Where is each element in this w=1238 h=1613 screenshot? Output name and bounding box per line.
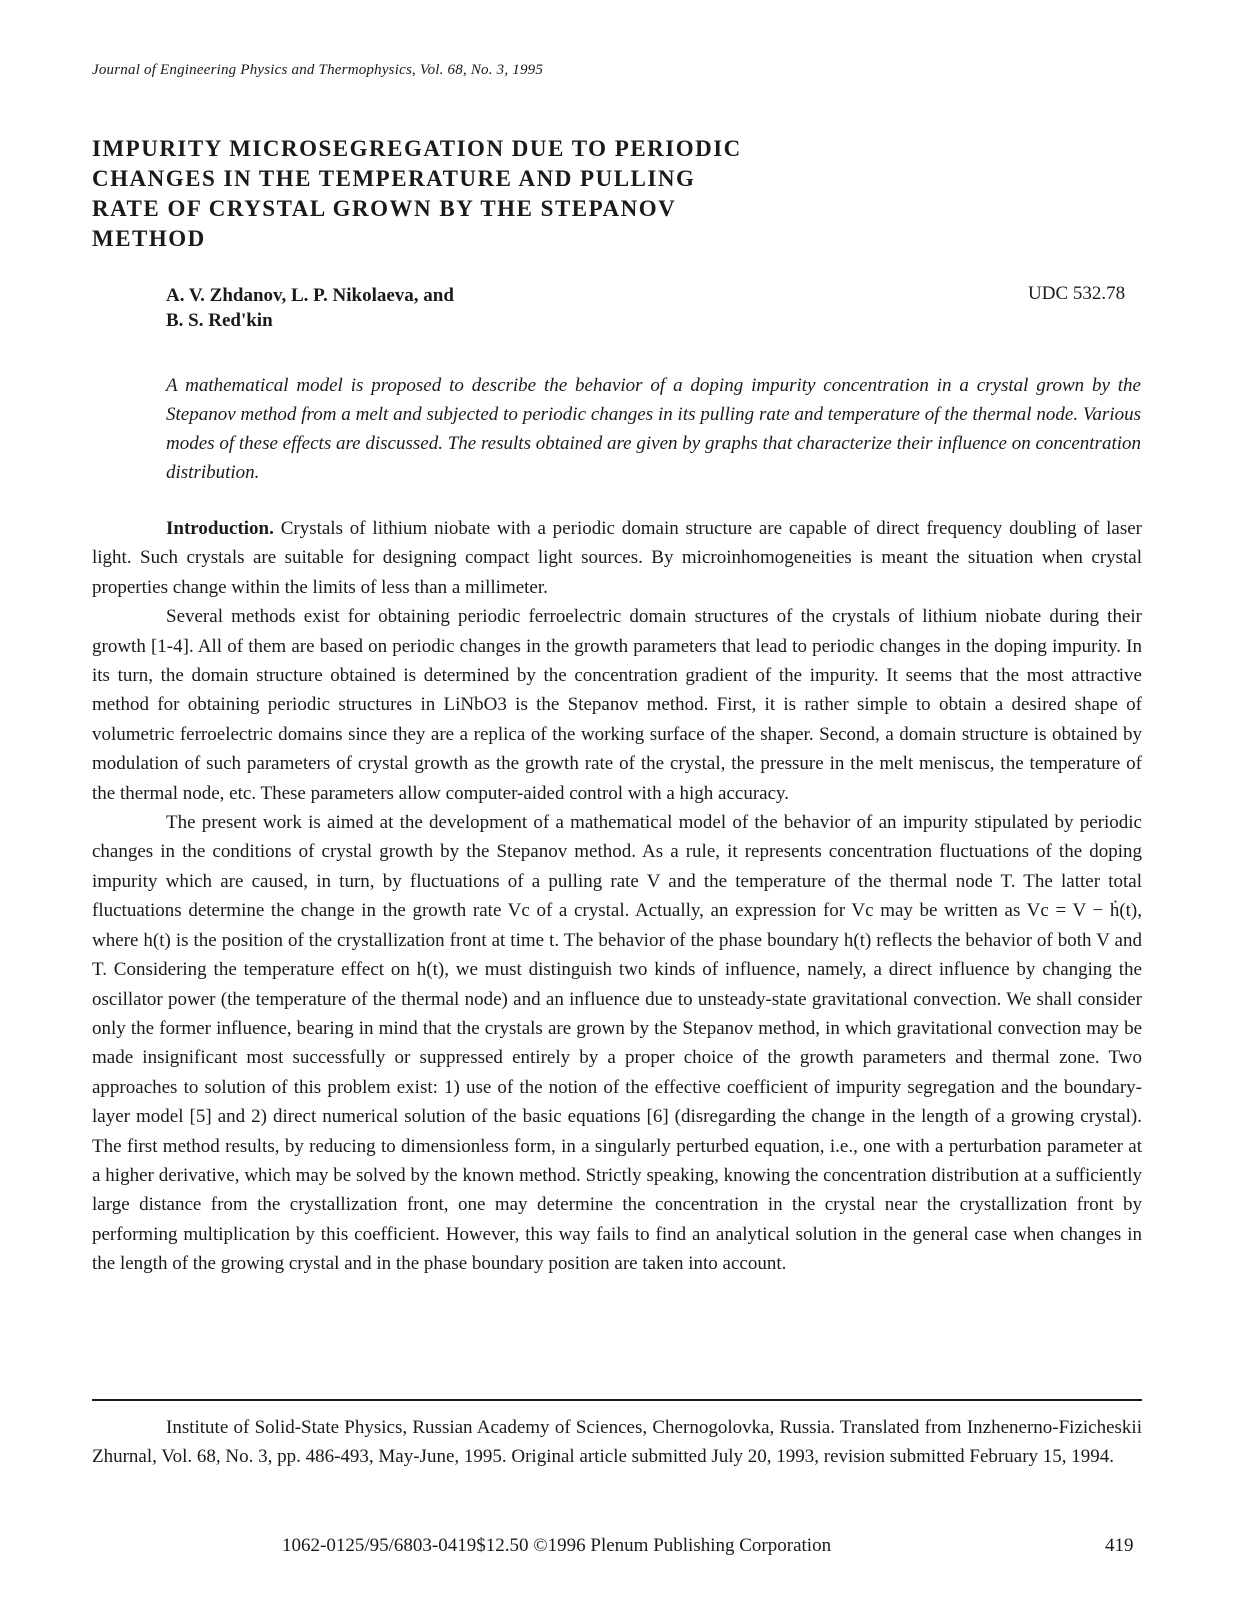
paragraph-1-text: Crystals of lithium niobate with a periodic domain structure are capable of direct frequency doubling of laser light. Such crystals are suitable for designing compact light sources. By microinhomogeneities is meant the situation when crystal properties change within the limits of less than a millimeter. [92,518,1142,598]
abstract: A mathematical model is proposed to describe the behavior of a doping impurity concentration in a crystal grown by the Stepanov method from a melt and subjected to periodic changes in its pulling rate and temperature of the thermal node. Various modes of these effects are discussed. The results obtained are given by graphs that characterize their influence on concentration distribution. [166,375,1141,483]
paragraph-3: The present work is aimed at the development of a mathematical model of the behavior of an impurity stipulated by periodic changes in the conditions of crystal growth by the Stepanov method. As a rule, it represents concentration fluctuations of the doping impurity which are caused, in turn, by fluctuations of a pulling rate V and the temperature of the thermal node T. The latter total fluctuations determine the change in the growth rate Vc of a crystal. Actually, an expression for Vc may be written as Vc = V − ḣ(t), where h(t) is the position of the crystallization front at time t. The behavior of the phase boundary h(t) reflects the behavior of both V and T. Considering the temperature effect on h(t), we must distinguish two kinds of influence, namely, a direct influence by changing the oscillator power (the temperature of the thermal node) and an influence due to unsteady-state gravitational convection. We shall consider only the former influence, bearing in mind that the crystals are grown by the Stepanov method, in which gravitational convection may be made insignificant most successfully or suppressed entirely by a proper choice of the growth parameters and thermal zone. Two approaches to solution of this problem exist: 1) use of the notion of the effective coefficient of impurity segregation and the boundary-layer model [5] and 2) direct numerical solution of the basic equations [6] (disregarding the change in the length of a growing crystal). The first method results, by reducing to dimensionless form, in a singularly perturbed equation, i.e., one with a perturbation parameter at a higher derivative, which may be solved by the known method. Strictly speaking, knowing the concentration distribution at a sufficiently large distance from the crystallization front, one may determine the concentration in the crystal near the crystallization front by performing multiplication by this coefficient. However, this way fails to find an analytical solution in the general case when changes in the length of the growing crystal and in the phase boundary position are taken into account. [92,812,1142,1275]
title-line: METHOD [92,226,206,251]
section-heading: Introduction. [166,518,274,539]
author-list [166,283,454,333]
copyright-line: 1062-0125/95/6803-0419$12.50 ©1996 Plenum Publishing Corporation [282,1535,832,1556]
paragraph-1 [92,514,1142,602]
title-line: CHANGES IN THE TEMPERATURE AND PULLING [92,166,696,191]
footnote-divider [92,1399,1142,1401]
title-line: RATE OF CRYSTAL GROWN BY THE STEPANOV [92,196,677,221]
article-title [92,134,812,254]
affiliation-footnote: Institute of Solid-State Physics, Russian Academy of Sciences, Chernogolovka, Russia. Translated from Inzhenerno-Fizicheskii Zhurnal, Vol. 68, No. 3, pp. 486-493, May-June, 1995. Original article submitted July 20, 1993, revision submitted February 15, 1994. [92,1417,1142,1467]
journal-citation: Journal of Engineering Physics and Thermophysics, Vol. 68, No. 3, 1995 [92,62,544,78]
paragraph-2: Several methods exist for obtaining periodic ferroelectric domain structures of the crystals of lithium niobate during their growth [1-4]. All of them are based on periodic changes in the growth parameters that lead to periodic changes in the doping impurity. In its turn, the domain structure obtained is determined by the concentration gradient of the impurity. It seems that the most attractive method for obtaining periodic structures in LiNbO3 is the Stepanov method. First, it is rather simple to obtain a desired shape of volumetric ferroelectric domains since they are a replica of the working surface of the shaper. Second, a domain structure is obtained by modulation of such parameters of crystal growth as the growth rate of the crystal, the pressure in the melt meniscus, the temperature of the thermal node, etc. These parameters allow computer-aided control with a high accuracy. [92,606,1142,804]
page-number: 419 [1105,1535,1134,1556]
introduction-section [92,514,1142,1279]
author-line: B. S. Red'kin [166,310,273,331]
author-line: A. V. Zhdanov, L. P. Nikolaeva, and [166,285,454,306]
title-line: IMPURITY MICROSEGREGATION DUE TO PERIODIC [92,136,742,161]
udc-code: UDC 532.78 [1028,283,1126,304]
